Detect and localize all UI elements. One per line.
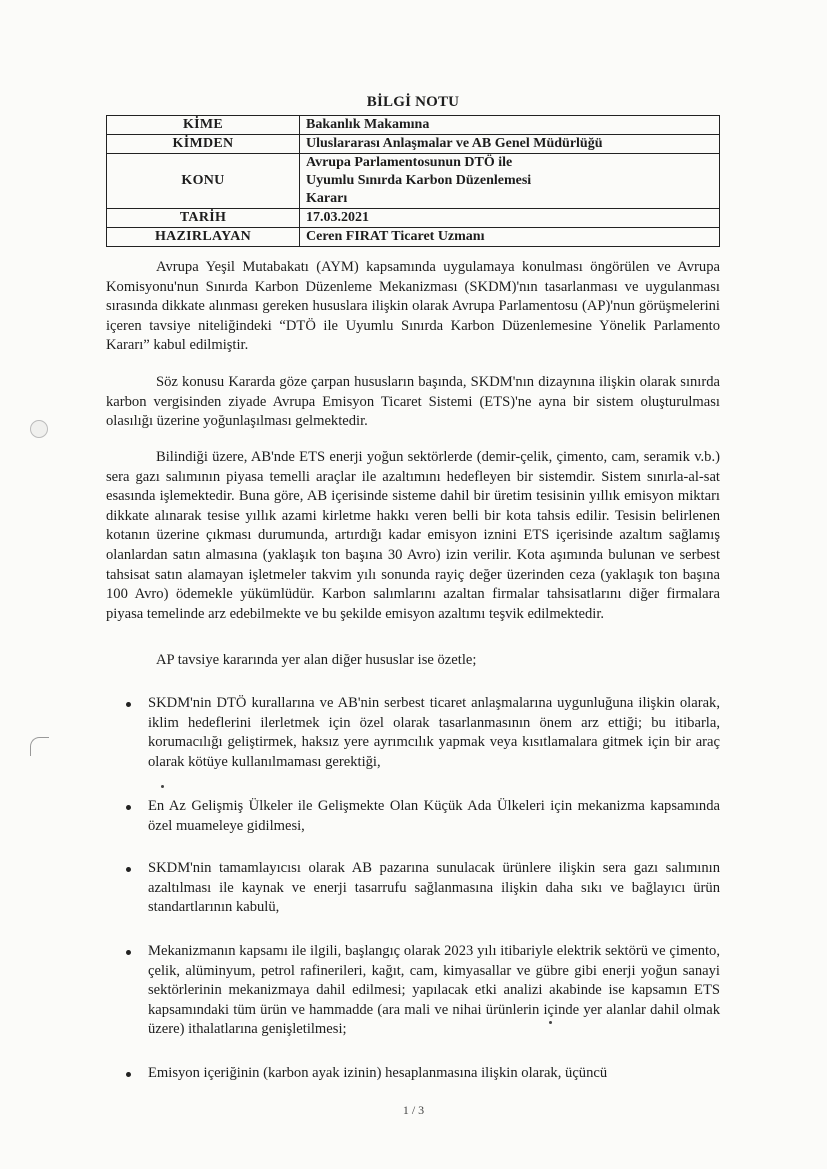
scan-mark-icon (30, 737, 49, 756)
list-item-text: SKDM'nin DTÖ kurallarına ve AB'nin serbest ticaret anlaşmalarına uygunluğuna ilişkin olarak, iklim hedeflerini ilerletmek için özel olarak tasarlanmasının önem arz ettiği; bu itibarla, korumacılığı geliştirmek, haksız yere ayrımcılık yapmak veya kısıtlamalara gitmek için bir araç olarak kötüye kullanılmaması gerektiği, (148, 695, 720, 770)
document-title: BİLGİ NOTU (366, 94, 460, 110)
header-value: Bakanlık Makamına (300, 116, 720, 135)
page-number: 1 / 3 (402, 1103, 425, 1117)
list-item-text: Emisyon içeriğinin (karbon ayak izinin) hesaplanmasına ilişkin olarak, üçüncü (148, 1065, 608, 1081)
body-paragraph (106, 651, 720, 671)
bullet-dot-icon (126, 950, 131, 955)
bullet-dot-icon (126, 1072, 131, 1077)
paragraph-text: Bilindiği üzere, AB'nde ETS enerji yoğun sektörlerde (demir-çelik, çimento, cam, seramik v.b.) sera gazı salımının piyasa temelli araçlar ile azaltımını hedefleyen bir sistemdir. Sistem sınırla-al-sat esasında işlemektedir. Buna göre, AB içerisinde sisteme dahil bir üretim tesisinin yıllık emisyon miktarı dikkate alınarak tesise yıllık azami kirletme hakkı veren belli bir kota tahsis edilir. Tesisin belirlenen kotanın üzerine çıkması durumunda, artırdığı kadar emisyon iznini ETS içerisinde azaltım sağlamış olanlardan satın almasına (yaklaşık ton başına 30 Avro) izin verilir. Kota aşımında bulunan ve serbest tahsisat satın alamayan işletmeler takvim yılı sonunda rayiç değer üzerinden ceza (yaklaşık ton başına 100 Avro) ödemekle yükümlüdür. Karbon salımlarını azaltan firmalar tahsisatlarını diğer firmalara piyasa temelinde arz edebilmekte ve bu şekilde emisyon azaltımı teşvik edilmektedir. (106, 449, 720, 622)
header-label: KONU (107, 154, 300, 209)
header-label: HAZIRLAYAN (107, 228, 300, 247)
header-value: Uluslararası Anlaşmalar ve AB Genel Müdürlüğü (300, 135, 720, 154)
paragraph-text: Söz konusu Kararda göze çarpan hususların başında, SKDM'nın dizaynına ilişkin olarak sınırda karbon vergisinden ziyade Avrupa Emisyon Ticaret Sistemi (ETS)'ne ayna bir sistem oluşturulması olasılığı üzerine yoğunlaşılması gelmektedir. (106, 374, 720, 430)
bullet-dot-icon (126, 702, 131, 707)
header-value: 17.03.2021 (300, 209, 720, 228)
header-row-subject (107, 154, 720, 209)
list-item (106, 1064, 720, 1084)
body-paragraph (106, 258, 720, 356)
header-value: Avrupa Parlamentosunun DTÖ ile Uyumlu Sınırda Karbon Düzenlemesi Kararı (300, 154, 720, 209)
paragraph-text: Avrupa Yeşil Mutabakatı (AYM) kapsamında uygulamaya konulması öngörülen ve Avrupa Komisyonu'nun Sınırda Karbon Düzenleme Mekanizması (SKDM)'nın tasarlanması ve uygulanması sırasında dikkate alınması gereken hususlara ilişkin olarak Avrupa Parlamentosu (AP)'nun görüşmelerini içeren tavsiye niteliğindeki “DTÖ ile Uyumlu Sınırda Karbon Düzenlemesine Yönelik Parlamento Kararı” kabul edilmiştir. (106, 259, 720, 354)
body-paragraph (106, 448, 720, 624)
header-row-from (107, 135, 720, 154)
header-label: TARİH (107, 209, 300, 228)
scan-speck-icon (549, 1021, 552, 1024)
list-item (106, 694, 720, 772)
body-paragraph (106, 373, 720, 432)
header-row-to (107, 116, 720, 135)
list-item-text: En Az Gelişmiş Ülkeler ile Gelişmekte Olan Küçük Ada Ülkeleri için mekanizma kapsamında özel muameleye gidilmesi, (148, 798, 720, 834)
header-value: Ceren FIRAT Ticaret Uzmanı (300, 228, 720, 247)
list-item (106, 942, 720, 1040)
bullet-dot-icon (126, 805, 131, 810)
header-row-date (107, 209, 720, 228)
bullet-dot-icon (126, 867, 131, 872)
header-label: KİME (107, 116, 300, 135)
list-item-text: Mekanizmanın kapsamı ile ilgili, başlangıç olarak 2023 yılı itibariyle elektrik sektörü ve çimento, çelik, alüminyum, petrol rafinerileri, kağıt, cam, kimyasallar ve gübre gibi enerji yoğun sanayi sektörlerinin mekanizmaya dahil edilmesi; yapılacak etki analizi akabinde ise kapsamın ETS kapsamındaki tüm ürün ve hammadde (ara mali ve nihai ürünlerin içinde yer alanlar dahil olmak üzere) ithalatlarına genişletilmesi; (148, 943, 720, 1038)
punch-hole-icon (30, 420, 48, 438)
list-item (106, 797, 720, 836)
header-row-prepared-by (107, 228, 720, 247)
scan-speck-icon (161, 785, 164, 788)
header-label: KİMDEN (107, 135, 300, 154)
paragraph-text: AP tavsiye kararında yer alan diğer hususlar ise özetle; (156, 652, 477, 668)
list-item (106, 859, 720, 918)
header-table (106, 115, 720, 247)
list-item-text: SKDM'nin tamamlayıcısı olarak AB pazarına sunulacak ürünlere ilişkin sera gazı salımının azaltılması ile kaynak ve enerji tasarrufu sağlanmasına ilişkin daha sıkı ve bağlayıcı ürün standartlarının kabulü, (148, 860, 720, 916)
